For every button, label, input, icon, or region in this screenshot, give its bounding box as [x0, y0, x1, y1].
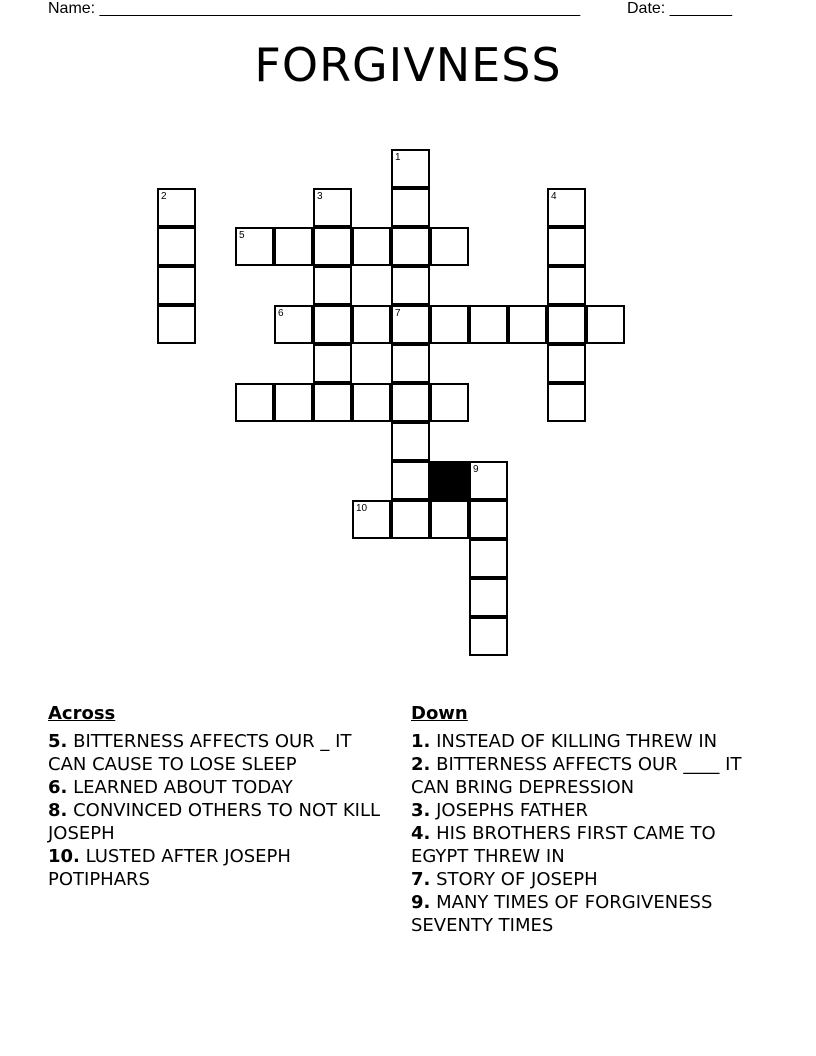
- grid-cell[interactable]: [157, 305, 196, 344]
- grid-cell[interactable]: [547, 305, 586, 344]
- grid-cell[interactable]: [313, 305, 352, 344]
- grid-block-cell: [430, 461, 469, 500]
- clue-number-label: 8.: [48, 800, 68, 821]
- grid-cell[interactable]: [313, 227, 352, 266]
- grid-cell[interactable]: [157, 227, 196, 266]
- down-clue-9: [411, 891, 761, 937]
- grid-cell[interactable]: [430, 500, 469, 539]
- grid-cell[interactable]: [274, 227, 313, 266]
- clue-text: LEARNED ABOUT TODAY: [73, 777, 293, 798]
- grid-cell[interactable]: [352, 305, 391, 344]
- clue-number: 5: [239, 230, 245, 241]
- grid-cell[interactable]: [352, 500, 391, 539]
- grid-cell[interactable]: [274, 305, 313, 344]
- across-clues: [48, 702, 388, 891]
- grid-cell[interactable]: [547, 188, 586, 227]
- across-clue-10: [48, 845, 388, 891]
- grid-cell[interactable]: [313, 188, 352, 227]
- grid-cell[interactable]: [391, 344, 430, 383]
- across-clue-list: [48, 730, 388, 891]
- clue-text: INSTEAD OF KILLING THREW IN: [436, 731, 718, 752]
- page-title: FORGIVNESS: [254, 38, 562, 92]
- grid-cell[interactable]: [157, 188, 196, 227]
- clue-number: 6: [278, 308, 284, 319]
- grid-cell[interactable]: [391, 461, 430, 500]
- down-clue-2: [411, 753, 761, 799]
- clue-text: BITTERNESS AFFECTS OUR _ IT CAN CAUSE TO LOSE SLEEP: [48, 731, 352, 775]
- grid-cell[interactable]: [547, 227, 586, 266]
- down-clue-3: [411, 799, 761, 822]
- clue-number: 10: [356, 503, 368, 514]
- across-heading: Across: [48, 703, 116, 724]
- clue-number: 7: [395, 308, 401, 319]
- grid-cell[interactable]: [430, 305, 469, 344]
- name-label: Name: ______________________________________________________: [48, 0, 581, 17]
- grid-cell[interactable]: [586, 305, 625, 344]
- grid-cell[interactable]: [391, 227, 430, 266]
- clue-number-label: 1.: [411, 731, 431, 752]
- clue-number-label: 2.: [411, 754, 431, 775]
- grid-cell[interactable]: [469, 617, 508, 656]
- down-clues: [411, 702, 761, 937]
- grid-cell[interactable]: [235, 383, 274, 422]
- clue-number-label: 3.: [411, 800, 431, 821]
- grid-cell[interactable]: [157, 266, 196, 305]
- grid-cell[interactable]: [508, 305, 547, 344]
- grid-cell[interactable]: [391, 188, 430, 227]
- grid-cell[interactable]: [469, 578, 508, 617]
- across-clue-8: [48, 799, 388, 845]
- clue-text: HIS BROTHERS FIRST CAME TO EGYPT THREW IN: [411, 823, 716, 867]
- clue-number: 1: [395, 152, 401, 163]
- grid-cell[interactable]: [391, 383, 430, 422]
- grid-cell[interactable]: [391, 422, 430, 461]
- down-clue-1: [411, 730, 761, 753]
- clue-number-label: 6.: [48, 777, 68, 798]
- grid-cell[interactable]: [313, 383, 352, 422]
- clue-number: 2: [161, 191, 167, 202]
- grid-cell[interactable]: [235, 227, 274, 266]
- clue-text: STORY OF JOSEPH: [436, 869, 598, 890]
- grid-cell[interactable]: [469, 539, 508, 578]
- date-label: Date: _______: [627, 0, 732, 17]
- grid-cell[interactable]: [313, 266, 352, 305]
- clue-number-label: 9.: [411, 892, 431, 913]
- clue-number-label: 5.: [48, 731, 68, 752]
- clue-text: MANY TIMES OF FORGIVENESS SEVENTY TIMES: [411, 892, 713, 936]
- across-clue-6: [48, 776, 388, 799]
- grid-cell[interactable]: [430, 227, 469, 266]
- clue-text: CONVINCED OTHERS TO NOT KILL JOSEPH: [48, 800, 381, 844]
- clue-number-label: 10.: [48, 846, 80, 867]
- down-clue-4: [411, 822, 761, 868]
- clue-text: BITTERNESS AFFECTS OUR ____ IT CAN BRING DEPRESSION: [411, 754, 742, 798]
- grid-cell[interactable]: [391, 500, 430, 539]
- grid-cell[interactable]: [430, 383, 469, 422]
- clue-number: 4: [551, 191, 557, 202]
- down-heading: Down: [411, 703, 468, 724]
- down-clue-7: [411, 868, 761, 891]
- grid-cell[interactable]: [469, 500, 508, 539]
- down-clue-list: [411, 730, 761, 937]
- grid-cell[interactable]: [352, 227, 391, 266]
- clue-number: 9: [473, 464, 479, 475]
- clue-number-label: 4.: [411, 823, 431, 844]
- grid-cell[interactable]: [391, 266, 430, 305]
- clue-number-label: 7.: [411, 869, 431, 890]
- clue-number: 3: [317, 191, 323, 202]
- grid-cell[interactable]: [469, 305, 508, 344]
- grid-cell[interactable]: [547, 344, 586, 383]
- grid-cell[interactable]: [469, 461, 508, 500]
- grid-cell[interactable]: [391, 149, 430, 188]
- grid-cell[interactable]: [274, 383, 313, 422]
- grid-cell[interactable]: [391, 305, 430, 344]
- grid-cell[interactable]: [352, 383, 391, 422]
- across-clue-5: [48, 730, 388, 776]
- clue-text: LUSTED AFTER JOSEPH POTIPHARS: [48, 846, 291, 890]
- grid-cell[interactable]: [547, 266, 586, 305]
- grid-cell[interactable]: [547, 383, 586, 422]
- grid-cell[interactable]: [313, 344, 352, 383]
- clue-text: JOSEPHS FATHER: [436, 800, 588, 821]
